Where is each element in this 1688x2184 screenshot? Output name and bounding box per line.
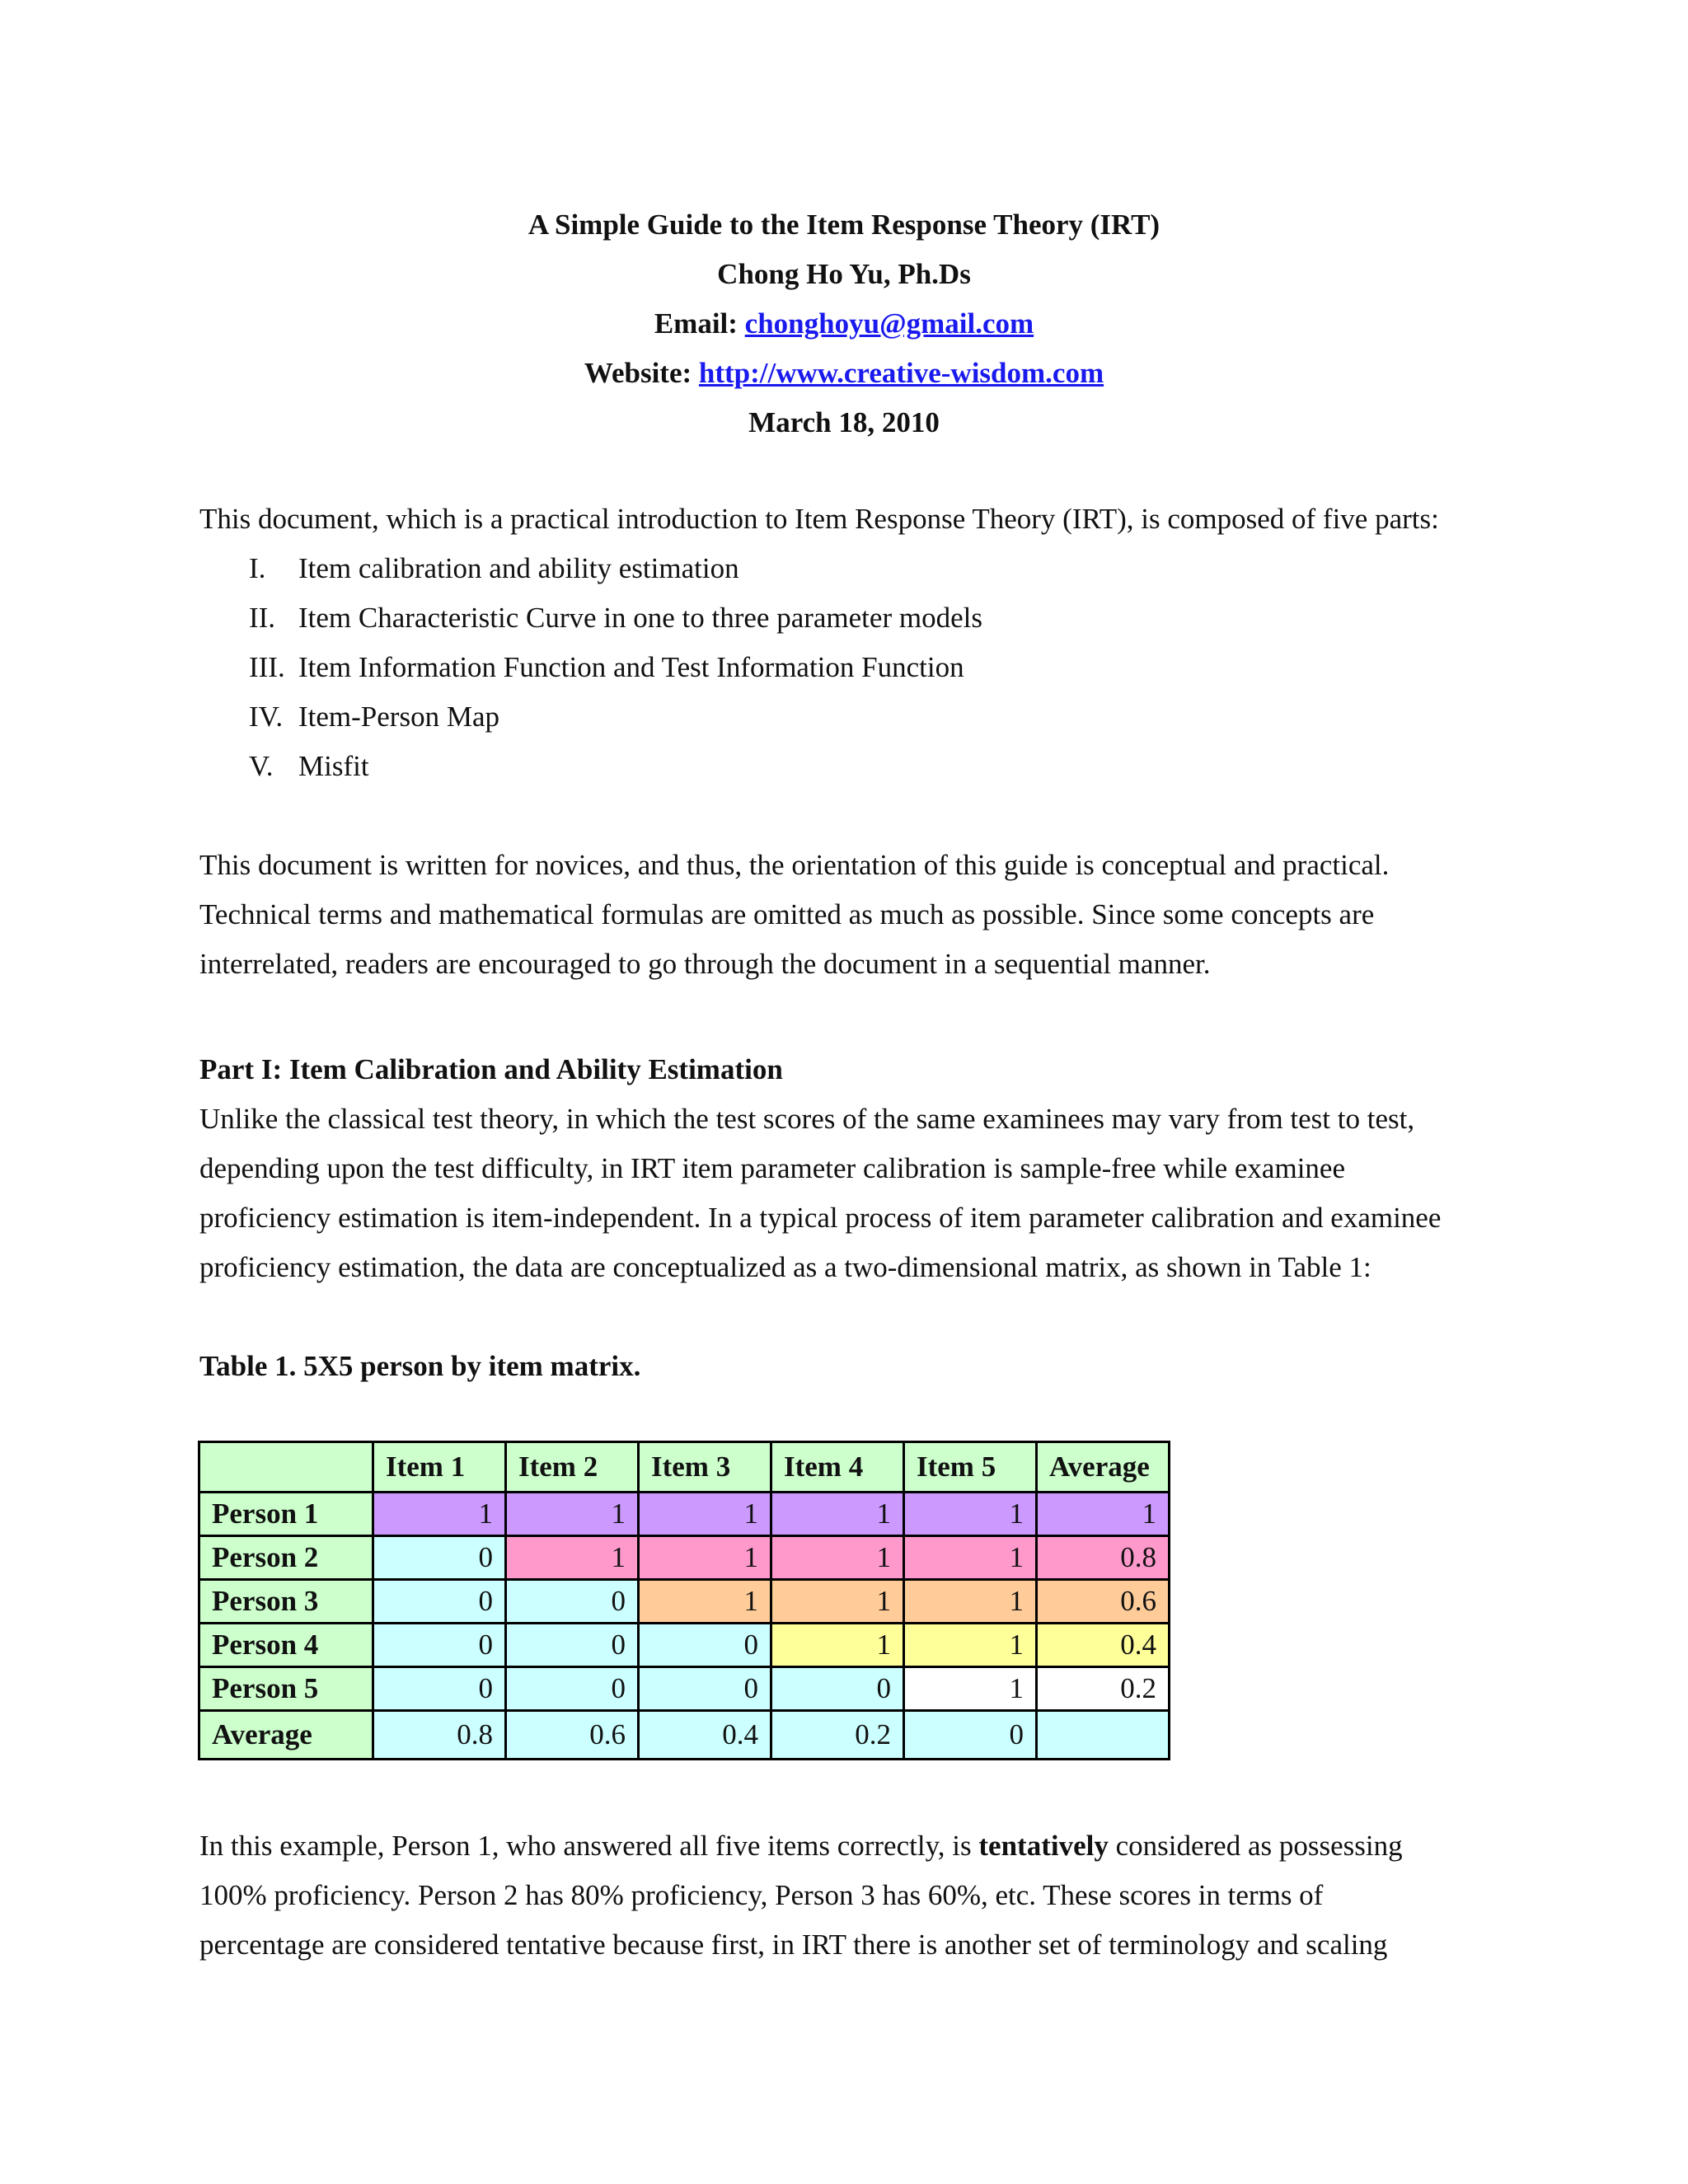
table-cell: 0.2 [771,1711,904,1760]
list-number: IV. [249,701,284,733]
row-header: Person 1 [199,1493,373,1536]
email-label: Email: [654,307,738,340]
table-row [199,1580,1170,1624]
table-cell: 0 [373,1667,506,1711]
table-cell: 0 [506,1580,639,1624]
table-cell: 1 [904,1624,1037,1667]
website-label: Website: [584,357,692,389]
list-item [199,593,1518,643]
row-header: Person 2 [199,1536,373,1580]
table-cell: 0 [373,1580,506,1624]
table-cell: 1 [904,1580,1037,1624]
email-link[interactable]: chonghoyu@gmail.com [744,307,1034,340]
column-header: Item 3 [639,1442,771,1493]
row-header: Average [199,1711,373,1760]
table-cell: 0.6 [506,1711,639,1760]
table-cell: 1 [771,1536,904,1580]
table-cell: 0 [904,1711,1037,1760]
table-cell: 1 [639,1580,771,1624]
paragraph-line: interrelated, readers are encouraged to go through the document in a sequential manner. [199,948,1211,980]
table-cell: 0.2 [1037,1667,1170,1711]
part1-section [199,1045,1518,1292]
parts-list [199,544,1518,791]
list-label: Item-Person Map [298,701,499,733]
paragraph-line: percentage are considered tentative because first, in IRT there is another set of terminology and scaling [199,1929,1388,1961]
table-cell: 0 [771,1667,904,1711]
paragraph-line: proficiency estimation, the data are conceptualized as a two-dimensional matrix, as shown in Table 1: [199,1251,1372,1283]
table-cell: 1 [639,1536,771,1580]
list-number: III. [249,651,285,683]
paragraph-line: 100% proficiency. Person 2 has 80% proficiency, Person 3 has 60%, etc. These scores in terms of [199,1879,1324,1911]
table-row [199,1667,1170,1711]
table-cell: 0 [506,1624,639,1667]
email-line [0,303,1688,353]
row-header: Person 5 [199,1667,373,1711]
table-caption-wrap [199,1342,1518,1391]
table-cell: 1 [639,1493,771,1536]
table-cell: 0 [639,1624,771,1667]
table-row [199,1711,1170,1760]
column-header: Item 2 [506,1442,639,1493]
table-cell: 0 [639,1667,771,1711]
paragraph-line: depending upon the test difficulty, in IRT item parameter calibration is sample-free while examinee [199,1152,1345,1184]
list-label: Misfit [298,750,369,782]
list-item [199,643,1518,692]
column-header: Item 1 [373,1442,506,1493]
novice-paragraph [199,841,1518,989]
table-cell: 0.4 [639,1711,771,1760]
paragraph-line: Unlike the classical test theory, in which the test scores of the same examinees may vary from test to test, [199,1103,1415,1135]
table-row [199,1624,1170,1667]
table-cell: 1 [904,1536,1037,1580]
list-number: II. [249,602,276,634]
table-cell: 0 [373,1624,506,1667]
column-header: Item 4 [771,1442,904,1493]
intro-paragraph: This document, which is a practical introduction to Item Response Theory (IRT), is composed of five parts: [199,503,1439,535]
paragraph-line: This document is written for novices, and thus, the orientation of this guide is conceptual and practical. [199,849,1390,881]
table-cell: 0.4 [1037,1624,1170,1667]
list-number: V. [249,750,274,782]
table-cell: 0.6 [1037,1580,1170,1624]
paragraph-line: Technical terms and mathematical formulas are omitted as much as possible. Since some concepts are [199,898,1375,930]
column-header: Average [1037,1442,1170,1493]
author-name: Chong Ho Yu, Ph.Ds [717,258,971,290]
table-cell: 0 [506,1667,639,1711]
column-header: Item 5 [904,1442,1037,1493]
table-cell: 1 [771,1493,904,1536]
paragraph-line [199,1821,1518,1871]
table-row [199,1493,1170,1536]
list-label: Item Characteristic Curve in one to three parameter models [298,602,982,634]
table-cell: 1 [373,1493,506,1536]
table-cell: 1 [506,1493,639,1536]
website-link[interactable]: http://www.creative-wisdom.com [698,357,1104,389]
table-cell: 1 [904,1667,1037,1711]
table-cell: 1 [771,1624,904,1667]
table-row [199,1536,1170,1580]
table-cell: 1 [506,1536,639,1580]
emphasis-text: tentatively [978,1830,1109,1862]
table-header-row [199,1442,1170,1493]
row-header: Person 3 [199,1580,373,1624]
list-number: I. [249,552,266,584]
table-cell: 0.8 [373,1711,506,1760]
text-run: In this example, Person 1, who answered all five items correctly, is [199,1830,979,1862]
table-cell: 0.8 [1037,1536,1170,1580]
list-item [199,742,1518,791]
website-line [0,353,1688,402]
row-header: Person 4 [199,1624,373,1667]
table-cell [1037,1711,1170,1760]
paragraph-line: proficiency estimation is item-independent. In a typical process of item parameter calibration and examinee [199,1202,1442,1234]
table-cell: 1 [771,1580,904,1624]
document-title: A Simple Guide to the Item Response Theory (IRT) [528,209,1160,241]
list-item [199,544,1518,593]
list-label: Item Information Function and Test Information Function [298,651,964,683]
table-caption: Table 1. 5X5 person by item matrix. [199,1350,641,1382]
table-cell: 0 [373,1536,506,1580]
part1-heading: Part I: Item Calibration and Ability Estimation [199,1053,783,1085]
person-item-matrix [198,1441,1170,1760]
list-item [199,692,1518,742]
table-cell: 1 [1037,1493,1170,1536]
document-date: March 18, 2010 [748,406,940,438]
table-corner [199,1442,373,1493]
document-header [0,204,1688,452]
intro-section [199,494,1518,791]
text-run: considered as possessing [1108,1830,1403,1862]
example-paragraph [199,1821,1518,1970]
table-cell: 1 [904,1493,1037,1536]
list-label: Item calibration and ability estimation [298,552,739,584]
